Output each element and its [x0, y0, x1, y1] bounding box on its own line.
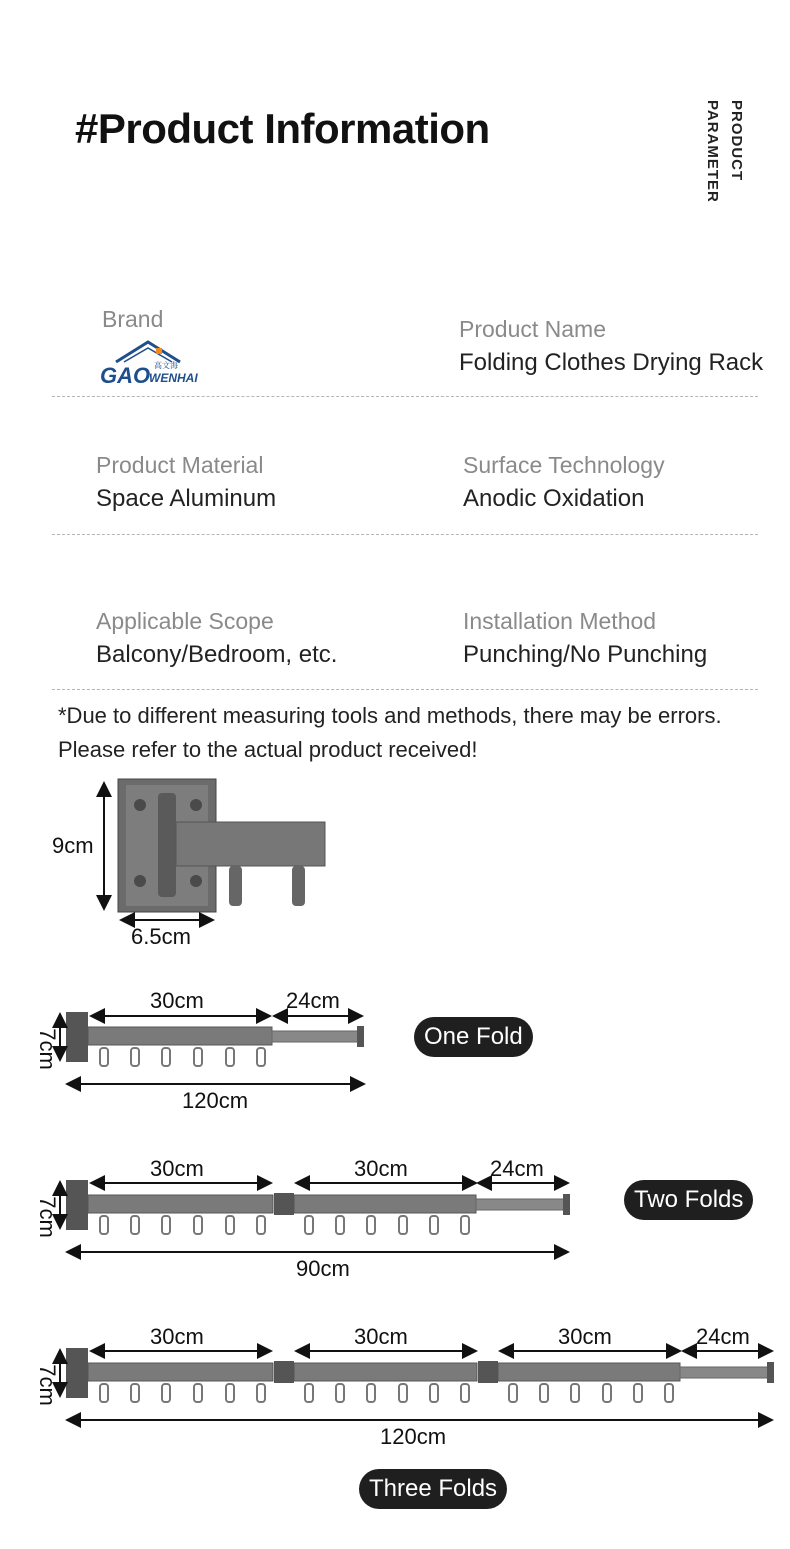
fold3-segment-label: 30cm: [150, 1324, 204, 1349]
disclaimer-line2: Please refer to the actual product received!: [58, 737, 478, 762]
fold2-segment-label: 30cm: [354, 1156, 408, 1181]
side-heading-line1: PRODUCT: [728, 100, 745, 182]
fold2-segment-label: 30cm: [150, 1156, 204, 1181]
fold2-height-label: 7cm: [34, 1196, 60, 1238]
bracket-height-label: 9cm: [52, 833, 94, 858]
fold1-total-label: 120cm: [182, 1088, 249, 1113]
logo-text-sub: WENHAI: [149, 371, 198, 385]
brand-label: Brand: [102, 306, 164, 332]
logo-text-cn: 高文海: [154, 361, 178, 370]
spec-label-surface: Surface Technology: [463, 452, 665, 478]
fold3-badge: Three Folds: [359, 1469, 507, 1509]
spec-label-material: Product Material: [96, 452, 264, 478]
fold3-segment-label: 30cm: [558, 1324, 612, 1349]
fold1-segment-label: 24cm: [286, 988, 340, 1013]
bracket-width-label: 6.5cm: [131, 924, 191, 949]
disclaimer-line1: *Due to different measuring tools and methods, there may be errors.: [58, 703, 722, 728]
fold1-segment-label: 30cm: [150, 988, 204, 1013]
bracket-illustration: [118, 779, 325, 912]
fold1-badge: One Fold: [414, 1017, 533, 1057]
spec-label-product-name: Product Name: [459, 316, 607, 342]
fold-diagram-2: [60, 1180, 570, 1252]
fold2-total-label: 90cm: [296, 1256, 350, 1281]
fold3-total-label: 120cm: [380, 1424, 447, 1449]
fold3-segment-label: 24cm: [696, 1324, 750, 1349]
spec-value-product-name: Folding Clothes Drying Rack: [459, 349, 764, 376]
fold3-segment-label: 30cm: [354, 1324, 408, 1349]
spec-value-scope: Balcony/Bedroom, etc.: [96, 641, 338, 668]
side-heading-line2: PARAMETER: [704, 100, 721, 203]
page-title: #Product Information: [75, 105, 490, 152]
spec-value-material: Space Aluminum: [96, 485, 277, 512]
fold3-height-label: 7cm: [34, 1364, 60, 1406]
fold-diagram-1: [60, 1012, 364, 1084]
spec-value-surface: Anodic Oxidation: [463, 485, 645, 512]
fold2-badge: Two Folds: [624, 1180, 753, 1220]
spec-label-scope: Applicable Scope: [96, 608, 274, 634]
fold1-height-label: 7cm: [34, 1028, 60, 1070]
spec-label-installation: Installation Method: [463, 608, 657, 634]
spec-value-installation: Punching/No Punching: [463, 641, 708, 668]
logo-text-main: GAO: [100, 363, 151, 388]
fold-diagram-3: [60, 1348, 774, 1420]
fold2-segment-label: 24cm: [490, 1156, 544, 1181]
